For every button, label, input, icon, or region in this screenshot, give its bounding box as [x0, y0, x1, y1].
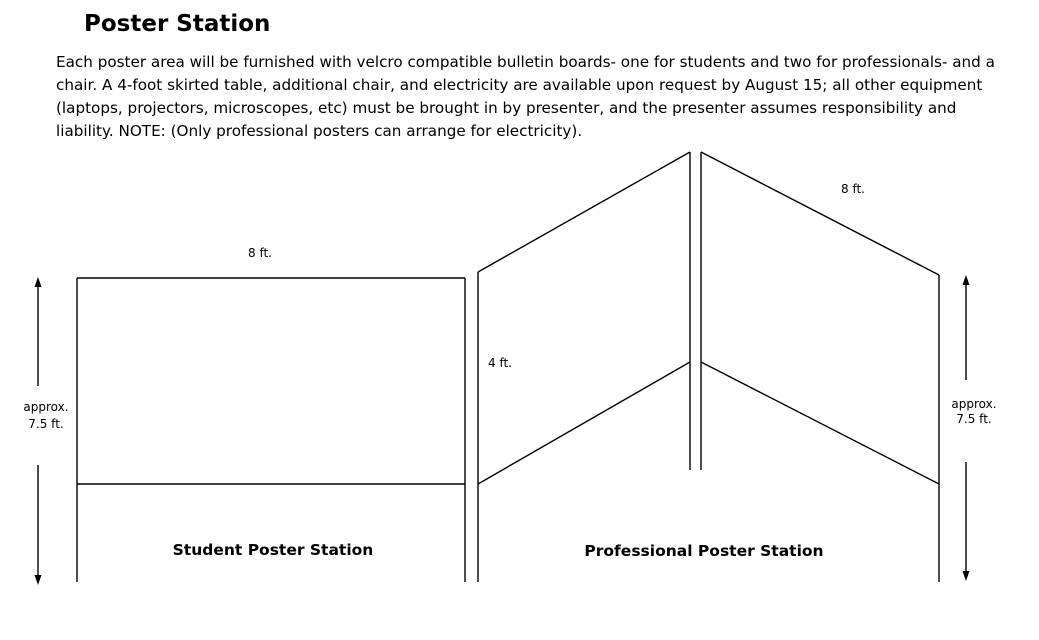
professional-height-label-line2: 7.5 ft. — [956, 412, 992, 426]
student-board — [77, 278, 465, 582]
professional-right-board — [701, 152, 939, 582]
page-title: Poster Station — [84, 11, 271, 37]
student-poster-station — [23, 246, 465, 585]
student-width-label: 8 ft. — [248, 246, 272, 260]
professional-width-label: 8 ft. — [841, 182, 865, 196]
student-height-label-line2: 7.5 ft. — [28, 417, 64, 431]
student-height-arrow — [35, 277, 42, 585]
professional-height-arrow — [963, 275, 970, 581]
professional-poster-station — [478, 152, 997, 582]
student-height-label-line1: approx. — [23, 400, 69, 414]
professional-height-label-line1: approx. — [951, 397, 997, 411]
intro-paragraph: Each poster area will be furnished with velcro compatible bulletin boards- one for students and two for professionals- and a chair. A 4-foot skirted table, additional chair, and electricity are available upon request by August 15; all other equipment (laptops, projectors, microscopes, etc) must be brought in by presenter, and the presenter assumes responsibility and liability. NOTE: (Only professional posters can arrange for electricity). — [56, 53, 995, 140]
professional-caption: Professional Poster Station — [584, 542, 824, 560]
student-caption: Student Poster Station — [172, 541, 374, 559]
professional-depth-label: 4 ft. — [488, 356, 512, 370]
